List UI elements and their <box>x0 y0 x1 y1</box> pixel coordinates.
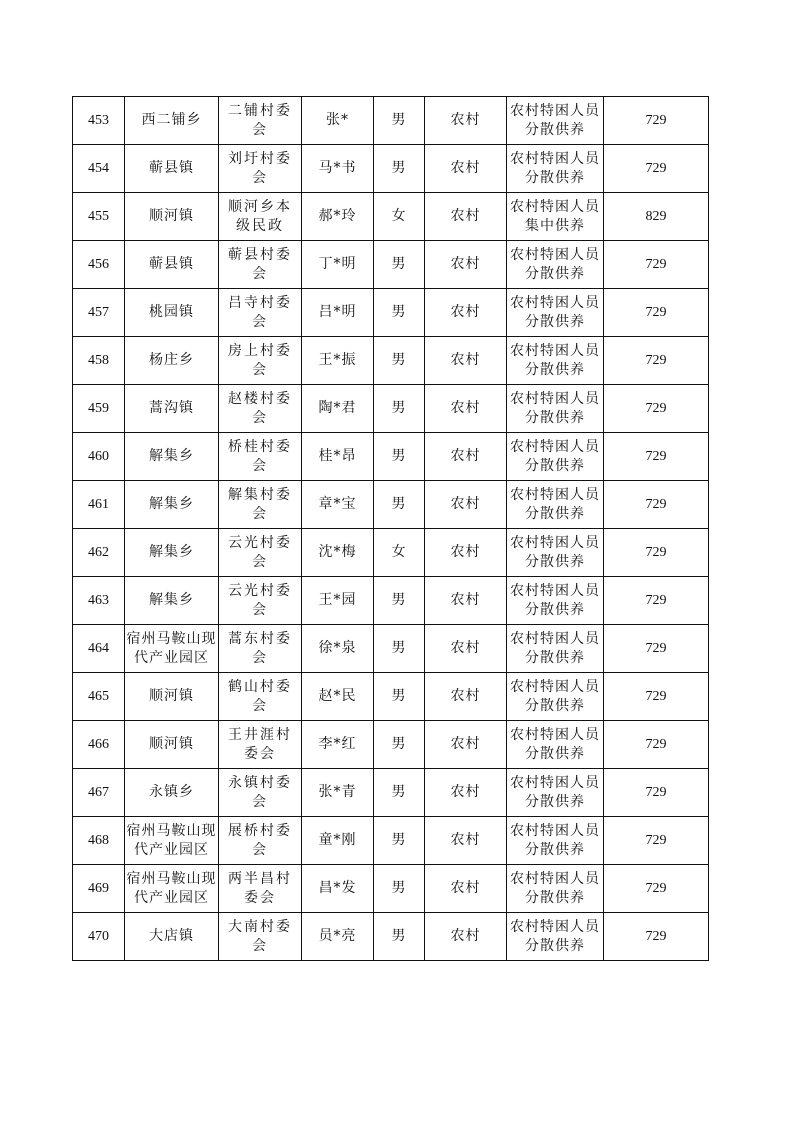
village-cell: 刘圩村委会 <box>219 145 302 193</box>
gender-cell: 男 <box>374 673 425 721</box>
gender-cell: 男 <box>374 721 425 769</box>
amount-cell: 729 <box>604 673 709 721</box>
area-cell: 农村 <box>425 433 507 481</box>
name-cell: 吕*明 <box>302 289 374 337</box>
category-cell: 农村特困人员分散供养 <box>507 721 604 769</box>
village-cell: 蕲县村委会 <box>219 241 302 289</box>
gender-cell: 男 <box>374 625 425 673</box>
village-cell: 吕寺村委会 <box>219 289 302 337</box>
area-cell: 农村 <box>425 289 507 337</box>
row-number: 456 <box>73 241 125 289</box>
village-cell: 永镇村委会 <box>219 769 302 817</box>
amount-cell: 729 <box>604 481 709 529</box>
town-cell: 宿州马鞍山现代产业园区 <box>125 817 219 865</box>
village-cell: 云光村委会 <box>219 577 302 625</box>
village-cell: 两半昌村委会 <box>219 865 302 913</box>
amount-cell: 729 <box>604 625 709 673</box>
village-cell: 赵楼村委会 <box>219 385 302 433</box>
category-cell: 农村特困人员分散供养 <box>507 673 604 721</box>
town-cell: 顺河镇 <box>125 193 219 241</box>
village-cell: 大南村委会 <box>219 913 302 961</box>
village-cell: 展桥村委会 <box>219 817 302 865</box>
amount-cell: 829 <box>604 193 709 241</box>
category-cell: 农村特困人员分散供养 <box>507 97 604 145</box>
table-row <box>73 385 709 433</box>
row-number: 470 <box>73 913 125 961</box>
table-row <box>73 625 709 673</box>
gender-cell: 男 <box>374 241 425 289</box>
name-cell: 张* <box>302 97 374 145</box>
town-cell: 蒿沟镇 <box>125 385 219 433</box>
category-cell: 农村特困人员分散供养 <box>507 769 604 817</box>
row-number: 467 <box>73 769 125 817</box>
name-cell: 沈*梅 <box>302 529 374 577</box>
row-number: 460 <box>73 433 125 481</box>
name-cell: 赵*民 <box>302 673 374 721</box>
name-cell: 陶*君 <box>302 385 374 433</box>
gender-cell: 男 <box>374 337 425 385</box>
town-cell: 蕲县镇 <box>125 145 219 193</box>
table-row <box>73 289 709 337</box>
area-cell: 农村 <box>425 385 507 433</box>
amount-cell: 729 <box>604 721 709 769</box>
gender-cell: 男 <box>374 817 425 865</box>
town-cell: 杨庄乡 <box>125 337 219 385</box>
category-cell: 农村特困人员分散供养 <box>507 529 604 577</box>
amount-cell: 729 <box>604 913 709 961</box>
gender-cell: 女 <box>374 529 425 577</box>
area-cell: 农村 <box>425 241 507 289</box>
name-cell: 李*红 <box>302 721 374 769</box>
area-cell: 农村 <box>425 481 507 529</box>
area-cell: 农村 <box>425 673 507 721</box>
row-number: 453 <box>73 97 125 145</box>
name-cell: 马*书 <box>302 145 374 193</box>
town-cell: 顺河镇 <box>125 721 219 769</box>
gender-cell: 女 <box>374 193 425 241</box>
area-cell: 农村 <box>425 865 507 913</box>
row-number: 462 <box>73 529 125 577</box>
area-cell: 农村 <box>425 193 507 241</box>
category-cell: 农村特困人员分散供养 <box>507 913 604 961</box>
gender-cell: 男 <box>374 385 425 433</box>
row-number: 464 <box>73 625 125 673</box>
row-number: 468 <box>73 817 125 865</box>
table-row <box>73 193 709 241</box>
table-body <box>73 97 709 961</box>
town-cell: 解集乡 <box>125 481 219 529</box>
table-row <box>73 721 709 769</box>
village-cell: 解集村委会 <box>219 481 302 529</box>
area-cell: 农村 <box>425 577 507 625</box>
gender-cell: 男 <box>374 481 425 529</box>
row-number: 455 <box>73 193 125 241</box>
table-row <box>73 433 709 481</box>
amount-cell: 729 <box>604 433 709 481</box>
gender-cell: 男 <box>374 145 425 193</box>
name-cell: 张*青 <box>302 769 374 817</box>
amount-cell: 729 <box>604 337 709 385</box>
category-cell: 农村特困人员分散供养 <box>507 481 604 529</box>
category-cell: 农村特困人员分散供养 <box>507 385 604 433</box>
gender-cell: 男 <box>374 769 425 817</box>
town-cell: 西二铺乡 <box>125 97 219 145</box>
gender-cell: 男 <box>374 577 425 625</box>
town-cell: 顺河镇 <box>125 673 219 721</box>
village-cell: 顺河乡本级民政 <box>219 193 302 241</box>
name-cell: 员*亮 <box>302 913 374 961</box>
town-cell: 大店镇 <box>125 913 219 961</box>
amount-cell: 729 <box>604 145 709 193</box>
category-cell: 农村特困人员分散供养 <box>507 241 604 289</box>
category-cell: 农村特困人员分散供养 <box>507 865 604 913</box>
table-row <box>73 865 709 913</box>
table-row <box>73 769 709 817</box>
amount-cell: 729 <box>604 865 709 913</box>
town-cell: 解集乡 <box>125 529 219 577</box>
amount-cell: 729 <box>604 577 709 625</box>
town-cell: 蕲县镇 <box>125 241 219 289</box>
village-cell: 王井涯村委会 <box>219 721 302 769</box>
area-cell: 农村 <box>425 97 507 145</box>
town-cell: 解集乡 <box>125 433 219 481</box>
area-cell: 农村 <box>425 769 507 817</box>
table-row <box>73 673 709 721</box>
area-cell: 农村 <box>425 625 507 673</box>
area-cell: 农村 <box>425 529 507 577</box>
area-cell: 农村 <box>425 721 507 769</box>
row-number: 469 <box>73 865 125 913</box>
gender-cell: 男 <box>374 433 425 481</box>
village-cell: 桥桂村委会 <box>219 433 302 481</box>
table-row <box>73 481 709 529</box>
amount-cell: 729 <box>604 385 709 433</box>
amount-cell: 729 <box>604 97 709 145</box>
category-cell: 农村特困人员分散供养 <box>507 433 604 481</box>
name-cell: 郝*玲 <box>302 193 374 241</box>
row-number: 457 <box>73 289 125 337</box>
village-cell: 蒿东村委会 <box>219 625 302 673</box>
table-row <box>73 241 709 289</box>
name-cell: 王*园 <box>302 577 374 625</box>
name-cell: 王*振 <box>302 337 374 385</box>
amount-cell: 729 <box>604 241 709 289</box>
town-cell: 桃园镇 <box>125 289 219 337</box>
town-cell: 永镇乡 <box>125 769 219 817</box>
village-cell: 房上村委会 <box>219 337 302 385</box>
category-cell: 农村特困人员分散供养 <box>507 625 604 673</box>
name-cell: 徐*泉 <box>302 625 374 673</box>
table-row <box>73 337 709 385</box>
amount-cell: 729 <box>604 769 709 817</box>
row-number: 458 <box>73 337 125 385</box>
area-cell: 农村 <box>425 913 507 961</box>
name-cell: 昌*发 <box>302 865 374 913</box>
gender-cell: 男 <box>374 865 425 913</box>
table-row <box>73 577 709 625</box>
area-cell: 农村 <box>425 817 507 865</box>
category-cell: 农村特困人员分散供养 <box>507 577 604 625</box>
relief-recipients-table <box>72 96 709 961</box>
table-row <box>73 817 709 865</box>
category-cell: 农村特困人员分散供养 <box>507 817 604 865</box>
table-row <box>73 529 709 577</box>
table-row <box>73 97 709 145</box>
name-cell: 丁*明 <box>302 241 374 289</box>
row-number: 454 <box>73 145 125 193</box>
town-cell: 宿州马鞍山现代产业园区 <box>125 625 219 673</box>
amount-cell: 729 <box>604 529 709 577</box>
town-cell: 宿州马鞍山现代产业园区 <box>125 865 219 913</box>
name-cell: 童*刚 <box>302 817 374 865</box>
table-row <box>73 913 709 961</box>
name-cell: 桂*昂 <box>302 433 374 481</box>
gender-cell: 男 <box>374 913 425 961</box>
category-cell: 农村特困人员分散供养 <box>507 337 604 385</box>
row-number: 466 <box>73 721 125 769</box>
village-cell: 二铺村委会 <box>219 97 302 145</box>
row-number: 465 <box>73 673 125 721</box>
town-cell: 解集乡 <box>125 577 219 625</box>
category-cell: 农村特困人员分散供养 <box>507 289 604 337</box>
amount-cell: 729 <box>604 289 709 337</box>
village-cell: 鹤山村委会 <box>219 673 302 721</box>
gender-cell: 男 <box>374 97 425 145</box>
gender-cell: 男 <box>374 289 425 337</box>
category-cell: 农村特困人员集中供养 <box>507 193 604 241</box>
amount-cell: 729 <box>604 817 709 865</box>
row-number: 463 <box>73 577 125 625</box>
village-cell: 云光村委会 <box>219 529 302 577</box>
area-cell: 农村 <box>425 337 507 385</box>
area-cell: 农村 <box>425 145 507 193</box>
category-cell: 农村特困人员分散供养 <box>507 145 604 193</box>
table-row <box>73 145 709 193</box>
row-number: 459 <box>73 385 125 433</box>
name-cell: 章*宝 <box>302 481 374 529</box>
row-number: 461 <box>73 481 125 529</box>
